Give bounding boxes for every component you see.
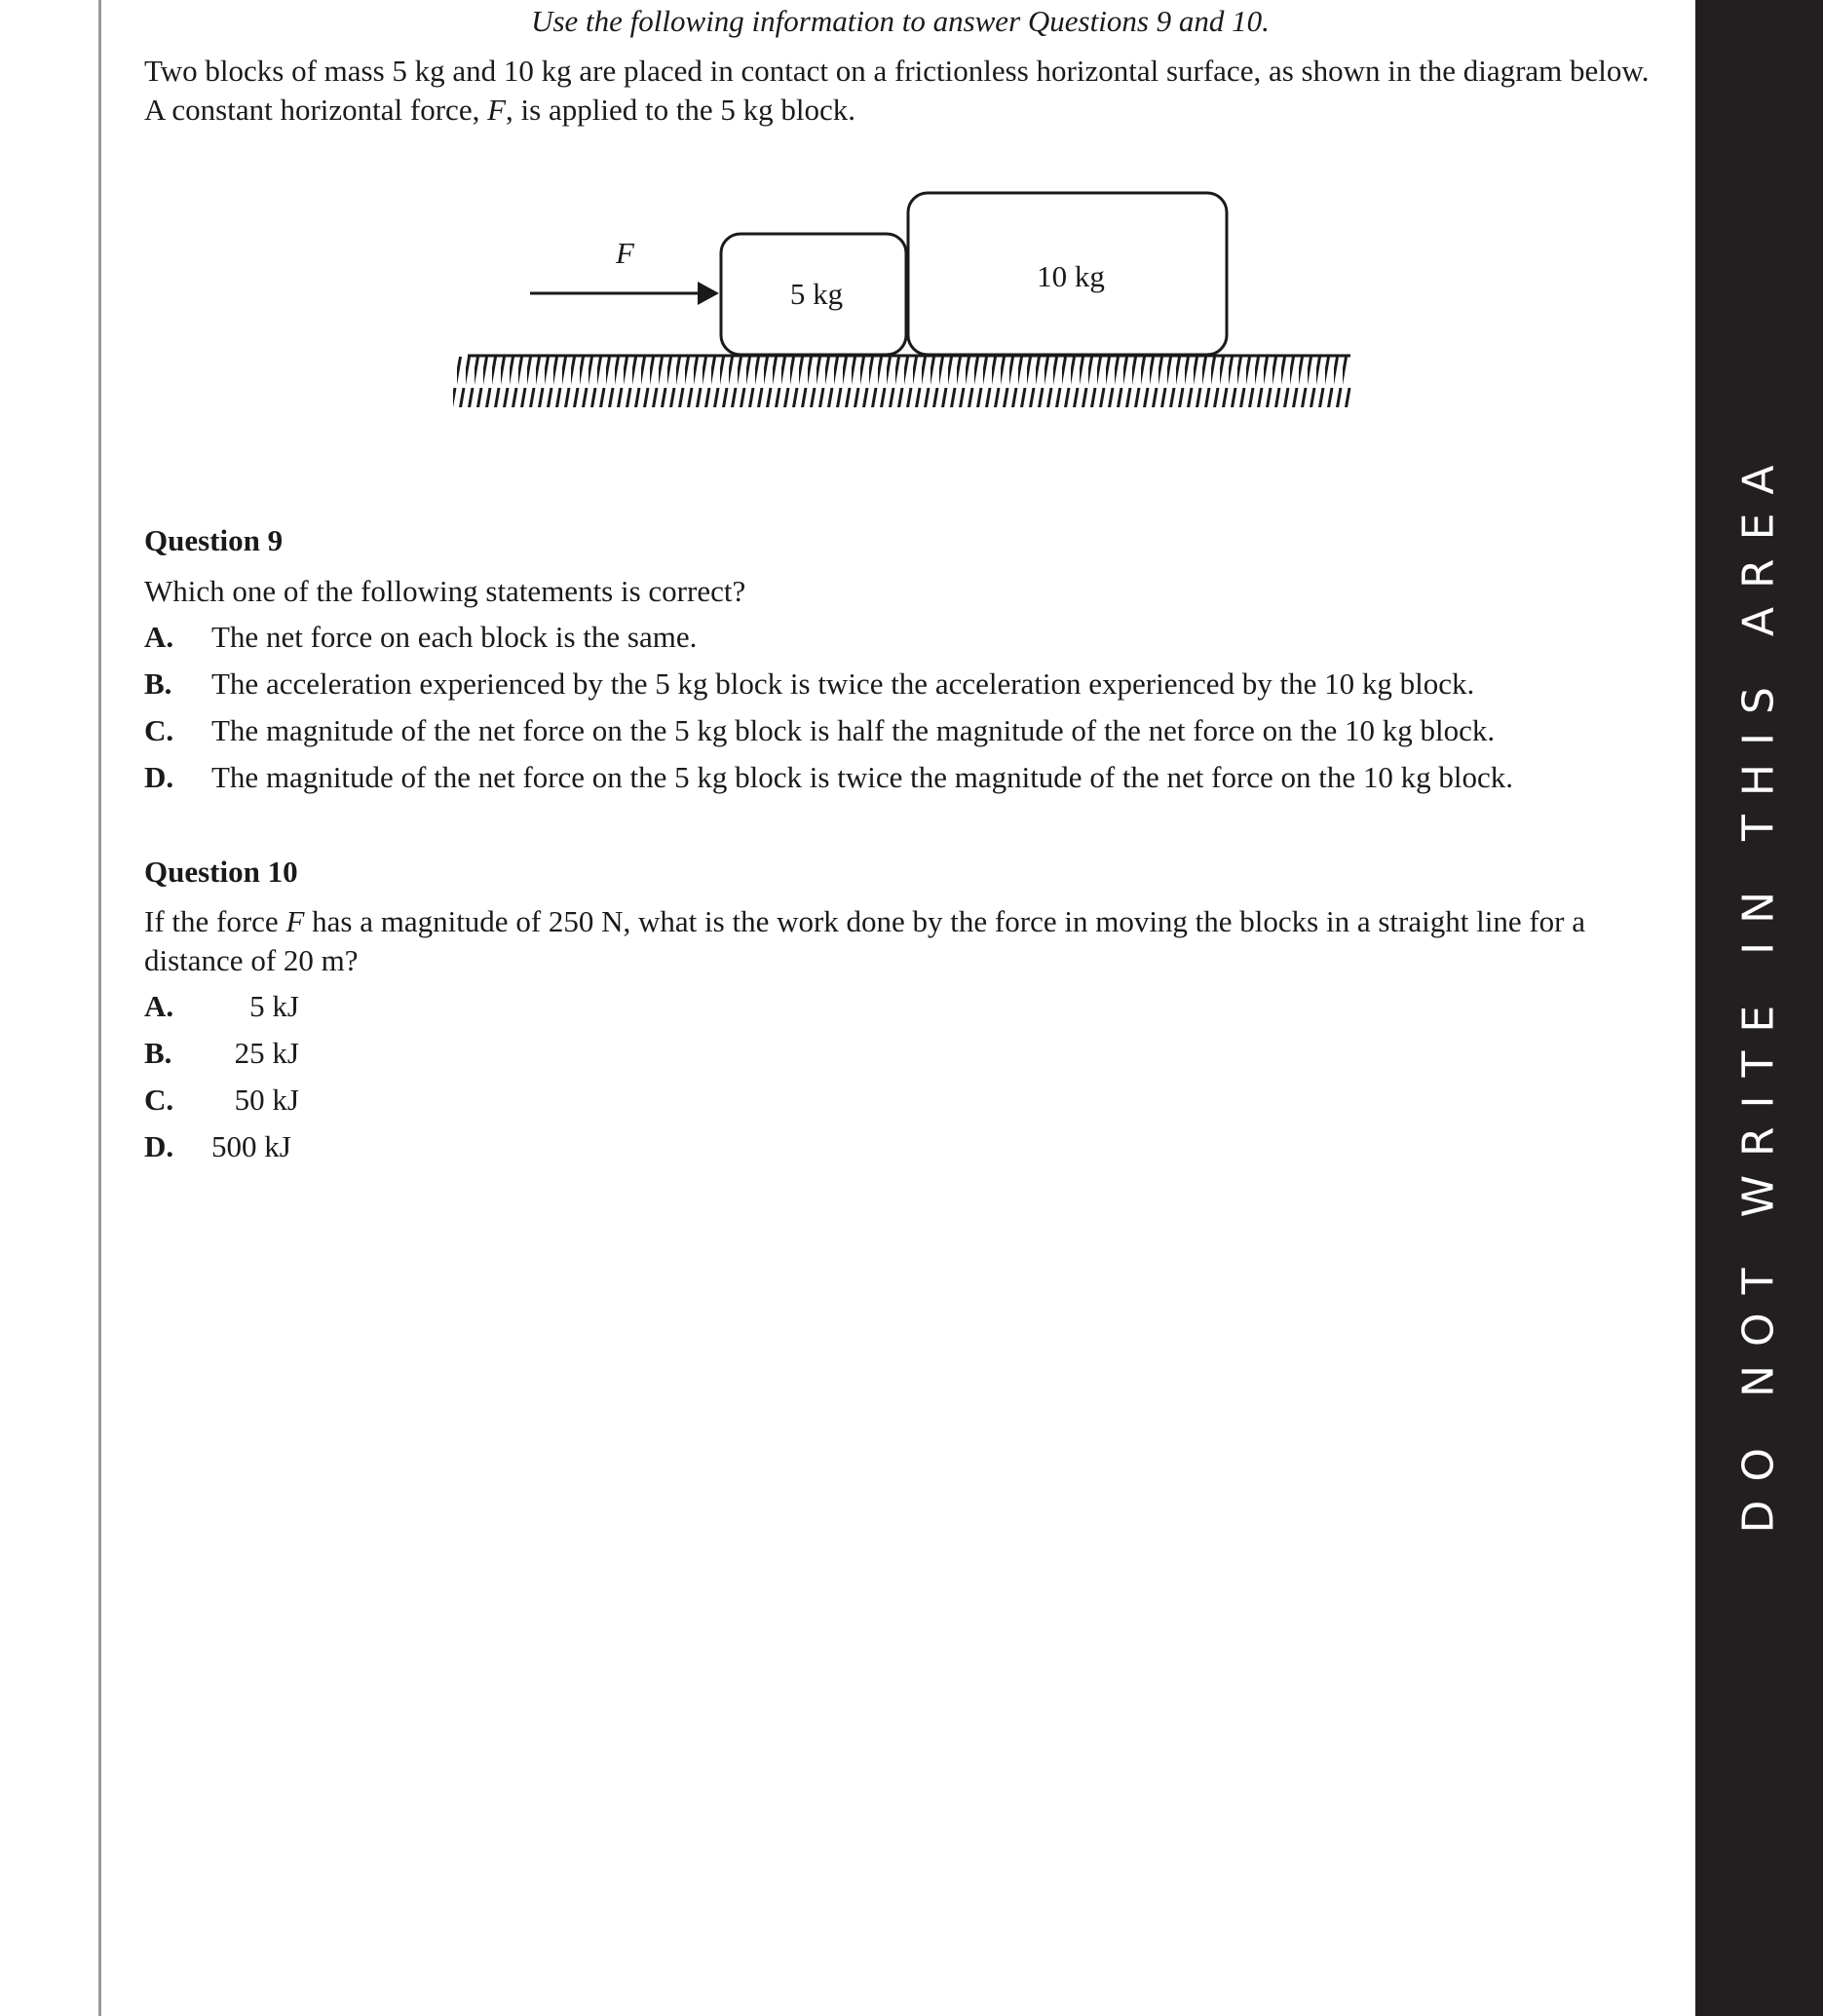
small-block-label: 5 kg [789,277,844,311]
force-arrow-head [698,282,719,305]
option-letter: D. [144,760,174,794]
q10-stem-end: has a magnitude of 250 N, what is the work done by the force in moving the blocks in a straight line for a distance of 20 m? [144,904,1585,977]
intro-text-end: , is applied to the 5 kg block. [506,93,856,127]
option-text: 25 kJ [234,1036,299,1070]
intro-text-start: Two blocks of mass 5 kg and 10 kg are placed in contact on a frictionless horizontal surface, as shown in the diagram below. A constant horizontal force, [144,54,1650,127]
option-text: 500 kJ [211,1129,291,1163]
option-letter: D. [144,1129,174,1163]
ground-hatching [453,357,1351,407]
instruction-line: Use the following information to answer Questions 9 and 10. [531,4,1270,38]
q10-stem-start: If the force [144,904,286,938]
force-variable: F [487,93,507,127]
option-letter: A. [144,620,174,654]
page-border [98,0,101,2016]
option-letter: B. [144,1036,172,1070]
force-label: F [616,236,634,270]
force-variable: F [285,904,305,938]
large-block-label: 10 kg [1037,259,1105,293]
option-letter: B. [144,666,172,701]
option-text: The magnitude of the net force on the 5 kg block is twice the magnitude of the net force on the 10 kg block. [211,760,1514,794]
question-9-heading: Question 9 [144,523,284,557]
option-text: The acceleration experienced by the 5 kg block is twice the acceleration experienced by the 10 kg block. [211,666,1475,701]
option-text: 5 kJ [249,989,299,1023]
option-letter: C. [144,713,174,747]
intro-paragraph [144,52,1664,130]
option-letter: A. [144,989,174,1023]
option-text: The net force on each block is the same. [211,620,698,654]
option-letter: C. [144,1083,174,1117]
option-text: The magnitude of the net force on the 5 kg block is half the magnitude of the net force on the 10 kg block. [211,713,1496,747]
blocks-diagram [448,185,1364,419]
option-text: 50 kJ [234,1083,299,1117]
do-not-write-notice: DO NOT WRITE IN THIS AREA [1733,446,1784,1534]
question-10-heading: Question 10 [144,855,298,889]
question-9-stem: Which one of the following statements is correct? [144,574,746,608]
question-10-stem [144,902,1664,980]
